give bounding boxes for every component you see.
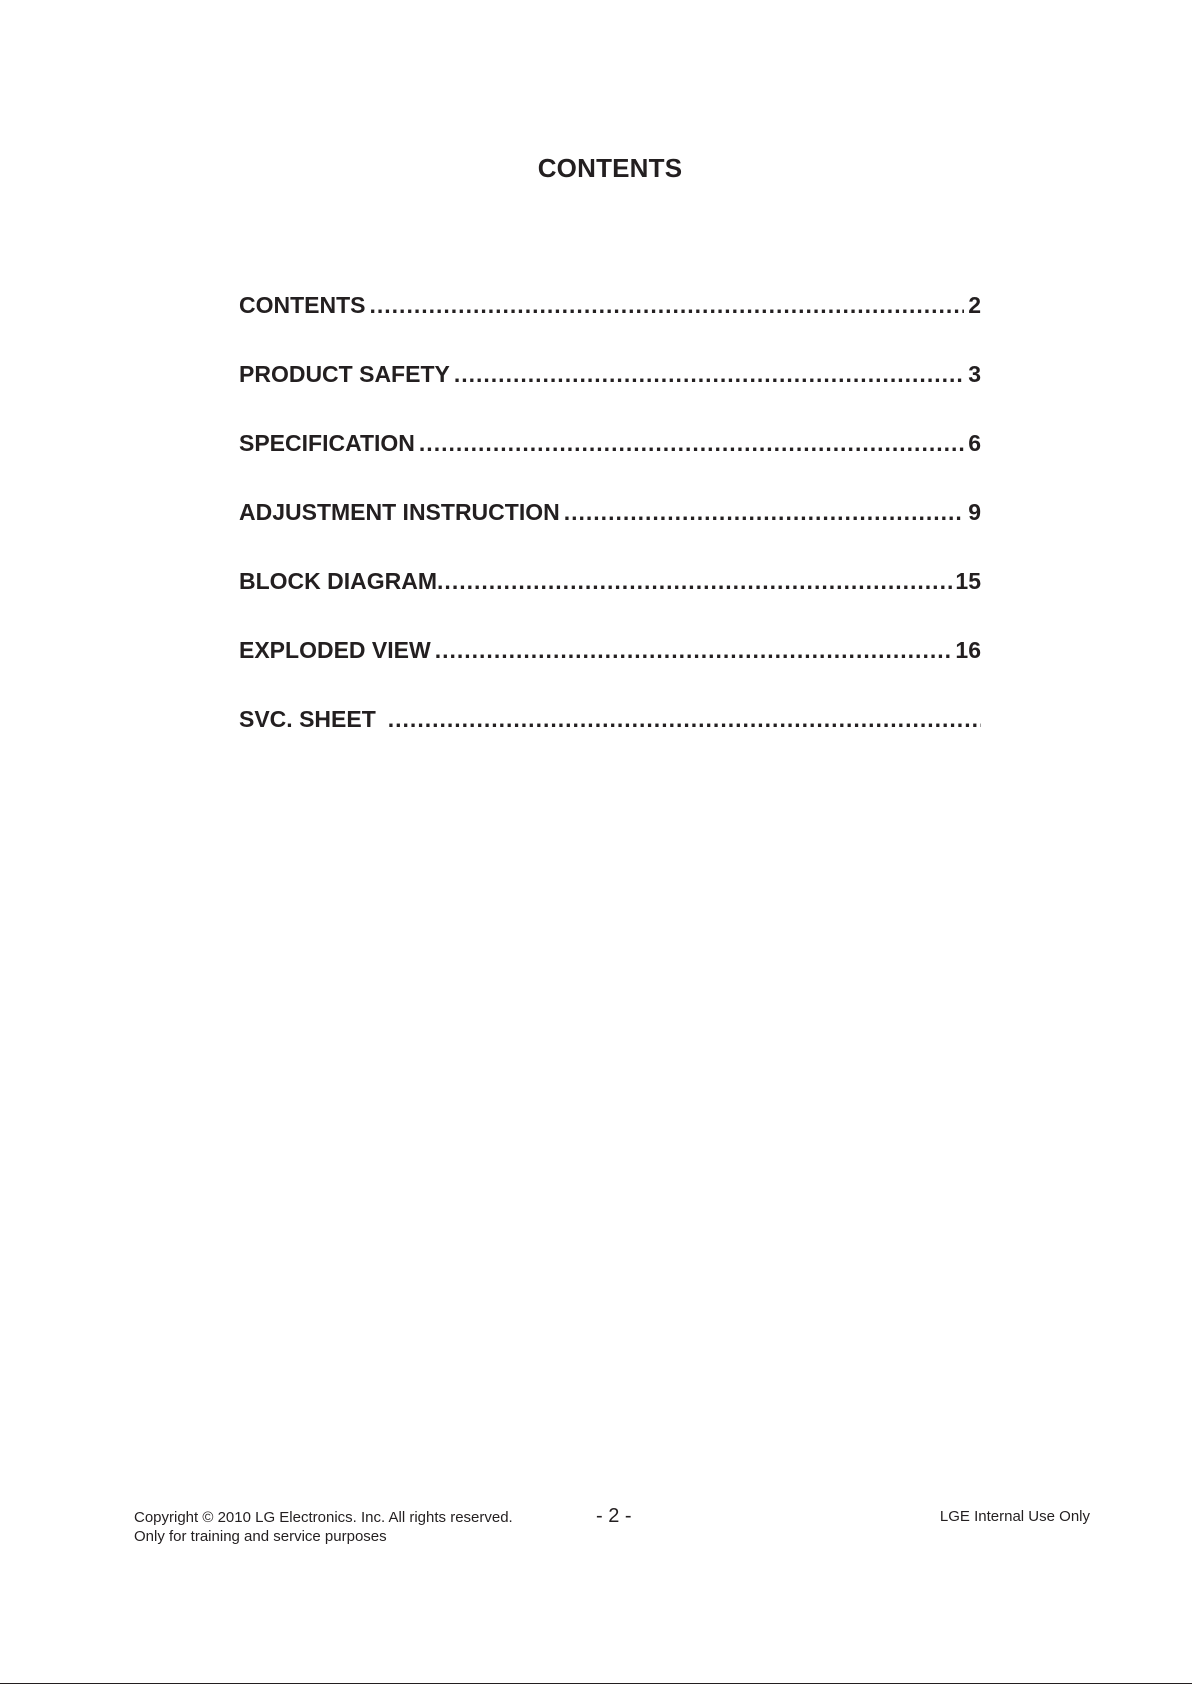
toc-entry-page: 15 [955, 568, 981, 594]
footer-copyright: Copyright © 2010 LG Electronics. Inc. All rights reserved. [134, 1509, 513, 1526]
toc-dot-leader [437, 568, 955, 595]
toc-dot-leader [419, 430, 964, 457]
toc-entry-label: SPECIFICATION [239, 430, 415, 456]
toc-entry-block-diagram[interactable] [239, 568, 981, 637]
toc-entry-product-safety[interactable] [239, 361, 981, 430]
toc-dot-leader [388, 706, 981, 733]
toc-entry-page: 3 [968, 361, 981, 387]
toc-entry-page: 6 [968, 430, 981, 456]
toc-dot-leader [454, 361, 964, 388]
footer-usage-notice: LGE Internal Use Only [939, 1508, 1090, 1525]
table-of-contents [239, 292, 981, 775]
toc-entry-label: BLOCK DIAGRAM [239, 568, 438, 594]
toc-entry-contents[interactable] [239, 292, 981, 361]
footer-legal [134, 1508, 513, 1546]
toc-entry-label: SVC. SHEET [239, 706, 376, 732]
toc-entry-label: PRODUCT SAFETY [239, 361, 450, 387]
page-title: CONTENTS [537, 153, 683, 183]
toc-dot-leader [435, 637, 952, 664]
toc-entry-svc-sheet[interactable] [239, 706, 981, 775]
toc-entry-page: 2 [968, 292, 981, 318]
bottom-divider [0, 1683, 1192, 1684]
toc-entry-exploded-view[interactable] [239, 637, 981, 706]
toc-entry-page: 9 [968, 499, 981, 525]
toc-dot-leader [564, 499, 964, 526]
toc-entry-label: EXPLODED VIEW [239, 637, 431, 663]
toc-entry-adjustment-instruction[interactable] [239, 499, 981, 568]
toc-entry-page: 16 [955, 637, 981, 663]
toc-entry-label: CONTENTS [239, 292, 366, 318]
toc-dot-leader [370, 292, 965, 319]
toc-entry-label: ADJUSTMENT INSTRUCTION [239, 499, 560, 525]
toc-entry-specification[interactable] [239, 430, 981, 499]
footer-purpose: Only for training and service purposes [134, 1528, 387, 1545]
footer-page-number: - 2 - [596, 1505, 632, 1527]
